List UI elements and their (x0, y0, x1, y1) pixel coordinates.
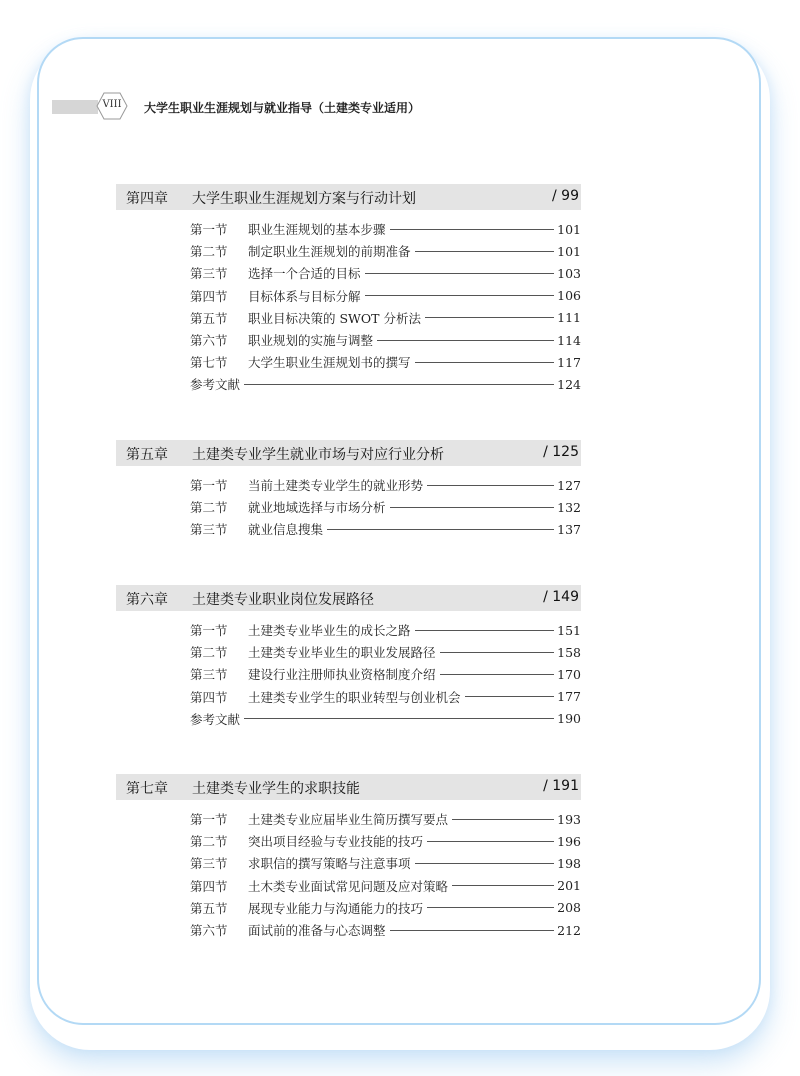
section-page: 103 (557, 265, 581, 281)
toc-entry[interactable] (190, 496, 581, 518)
section-page: 177 (557, 689, 581, 705)
section-number: 第三节 (190, 522, 228, 538)
section-title: 土建类专业毕业生的职业发展路径 (248, 645, 436, 661)
leader-line (390, 507, 555, 508)
section-number: 第一节 (190, 478, 228, 494)
leader-line (365, 295, 555, 296)
running-header (52, 94, 452, 120)
toc-entry[interactable] (190, 619, 581, 641)
chapter-page: / 125 (543, 444, 579, 460)
leader-line (452, 885, 554, 886)
section-page: 101 (557, 243, 581, 259)
page-label: VIII (102, 99, 122, 110)
section-title: 土建类专业毕业生的成长之路 (248, 623, 411, 639)
section-page: 137 (557, 521, 581, 537)
section-title: 求职信的撰写策略与注意事项 (248, 856, 411, 872)
toc-entry[interactable] (190, 285, 581, 307)
chapter-heading[interactable] (116, 585, 581, 611)
toc-entry[interactable] (190, 875, 581, 897)
leader-line (415, 863, 555, 864)
section-title: 大学生职业生涯规划书的撰写 (248, 355, 411, 371)
section-number: 第二节 (190, 645, 228, 661)
section-title: 制定职业生涯规划的前期准备 (248, 244, 411, 260)
leader-line (365, 273, 555, 274)
section-list (190, 218, 581, 396)
leader-line (440, 674, 555, 675)
chapter-page: / 99 (552, 188, 579, 204)
chapter-title: 土建类专业职业岗位发展路径 (192, 592, 374, 608)
chapter-number: 第四章 (126, 191, 168, 207)
toc-entry-references[interactable] (190, 373, 581, 395)
section-number: 第五节 (190, 310, 228, 326)
section-title: 就业信息搜集 (248, 522, 324, 538)
section-title: 目标体系与目标分解 (248, 288, 361, 304)
section-page: 132 (557, 499, 581, 515)
section-page: 208 (557, 900, 581, 916)
section-title: 突出项目经验与专业技能的技巧 (248, 834, 424, 850)
toc-entry[interactable] (190, 262, 581, 284)
book-title: 大学生职业生涯规划与就业指导（土建类专业适用） (144, 101, 421, 115)
section-number: 第二节 (190, 244, 228, 260)
section-number: 第二节 (190, 834, 228, 850)
toc-entry[interactable] (190, 240, 581, 262)
section-title: 职业生涯规划的基本步骤 (248, 222, 386, 238)
section-number: 第一节 (190, 222, 228, 238)
leader-line (244, 384, 554, 385)
leader-line (390, 930, 555, 931)
toc-entry[interactable] (190, 830, 581, 852)
section-number: 第四节 (190, 689, 228, 705)
toc-entry[interactable] (190, 218, 581, 240)
section-number: 第三节 (190, 856, 228, 872)
section-number: 第六节 (190, 923, 228, 939)
section-page: 196 (557, 833, 581, 849)
leader-line (427, 485, 554, 486)
section-number: 第一节 (190, 623, 228, 639)
section-title: 当前土建类专业学生的就业形势 (248, 478, 424, 494)
section-list (190, 619, 581, 730)
leader-line (415, 251, 555, 252)
section-page: 114 (557, 332, 581, 348)
section-title: 职业规划的实施与调整 (248, 333, 374, 349)
chapter-heading[interactable] (116, 184, 581, 210)
toc-entry[interactable] (190, 351, 581, 373)
chapter-page: / 191 (543, 778, 579, 794)
section-page: 158 (557, 644, 581, 660)
leader-line (377, 340, 554, 341)
section-title: 土建类专业学生的职业转型与创业机会 (248, 689, 461, 705)
leader-line (415, 630, 555, 631)
section-number: 第三节 (190, 266, 228, 282)
section-list (190, 808, 581, 941)
leader-line (452, 819, 554, 820)
section-number: 第四节 (190, 288, 228, 304)
section-number: 第五节 (190, 900, 228, 916)
chapter-page: / 149 (543, 589, 579, 605)
section-number: 第六节 (190, 333, 228, 349)
section-title: 展现专业能力与沟通能力的技巧 (248, 900, 424, 916)
section-page: 101 (557, 221, 581, 237)
toc-entry[interactable] (190, 852, 581, 874)
chapter-title: 大学生职业生涯规划方案与行动计划 (192, 191, 416, 207)
section-number: 第四节 (190, 878, 228, 894)
toc-entry[interactable] (190, 474, 581, 496)
section-title: 土木类专业面试常见问题及应对策略 (248, 878, 449, 894)
toc-entry[interactable] (190, 897, 581, 919)
section-page: 193 (557, 811, 581, 827)
section-list (190, 474, 581, 541)
toc-entry-references[interactable] (190, 708, 581, 730)
chapter-heading[interactable] (116, 774, 581, 800)
leader-line (427, 841, 554, 842)
section-title: 土建类专业应届毕业生简历撰写要点 (248, 812, 449, 828)
toc-entry[interactable] (190, 307, 581, 329)
leader-line (425, 317, 554, 318)
section-page: 111 (557, 310, 581, 326)
section-page: 170 (557, 666, 581, 682)
section-number: 第一节 (190, 812, 228, 828)
section-page: 117 (557, 354, 581, 370)
toc-entry[interactable] (190, 329, 581, 351)
section-page: 127 (557, 477, 581, 493)
toc-entry[interactable] (190, 686, 581, 708)
toc-entry[interactable] (190, 518, 581, 540)
leader-line (327, 529, 554, 530)
section-page: 212 (557, 922, 581, 938)
section-title: 职业目标决策的 SWOT 分析法 (248, 310, 421, 326)
leader-line (244, 718, 554, 719)
section-page: 201 (557, 878, 581, 894)
chapter-heading[interactable] (116, 440, 581, 466)
section-title: 就业地域选择与市场分析 (248, 500, 386, 516)
toc-entry[interactable] (190, 808, 581, 830)
chapter-number: 第六章 (126, 592, 168, 608)
section-title: 参考文献 (190, 377, 241, 393)
leader-line (465, 696, 555, 697)
section-number: 第七节 (190, 355, 228, 371)
chapter-number: 第七章 (126, 781, 168, 797)
leader-line (390, 229, 555, 230)
section-title: 建设行业注册师执业资格制度介绍 (248, 667, 436, 683)
section-number: 第二节 (190, 500, 228, 516)
toc-entry[interactable] (190, 919, 581, 941)
section-page: 190 (557, 711, 581, 727)
section-title: 选择一个合适的目标 (248, 266, 361, 282)
toc-entry[interactable] (190, 641, 581, 663)
section-page: 198 (557, 855, 581, 871)
leader-line (440, 652, 555, 653)
section-number: 第三节 (190, 667, 228, 683)
section-page: 124 (557, 376, 581, 392)
leader-line (427, 907, 554, 908)
section-title: 面试前的准备与心态调整 (248, 923, 386, 939)
section-page: 106 (557, 288, 581, 304)
header-bar (52, 100, 98, 114)
section-title: 参考文献 (190, 711, 241, 727)
chapter-title: 土建类专业学生的求职技能 (192, 781, 360, 797)
chapter-number: 第五章 (126, 447, 168, 463)
leader-line (415, 362, 555, 363)
toc-entry[interactable] (190, 663, 581, 685)
section-page: 151 (557, 622, 581, 638)
chapter-title: 土建类专业学生就业市场与对应行业分析 (192, 447, 444, 463)
